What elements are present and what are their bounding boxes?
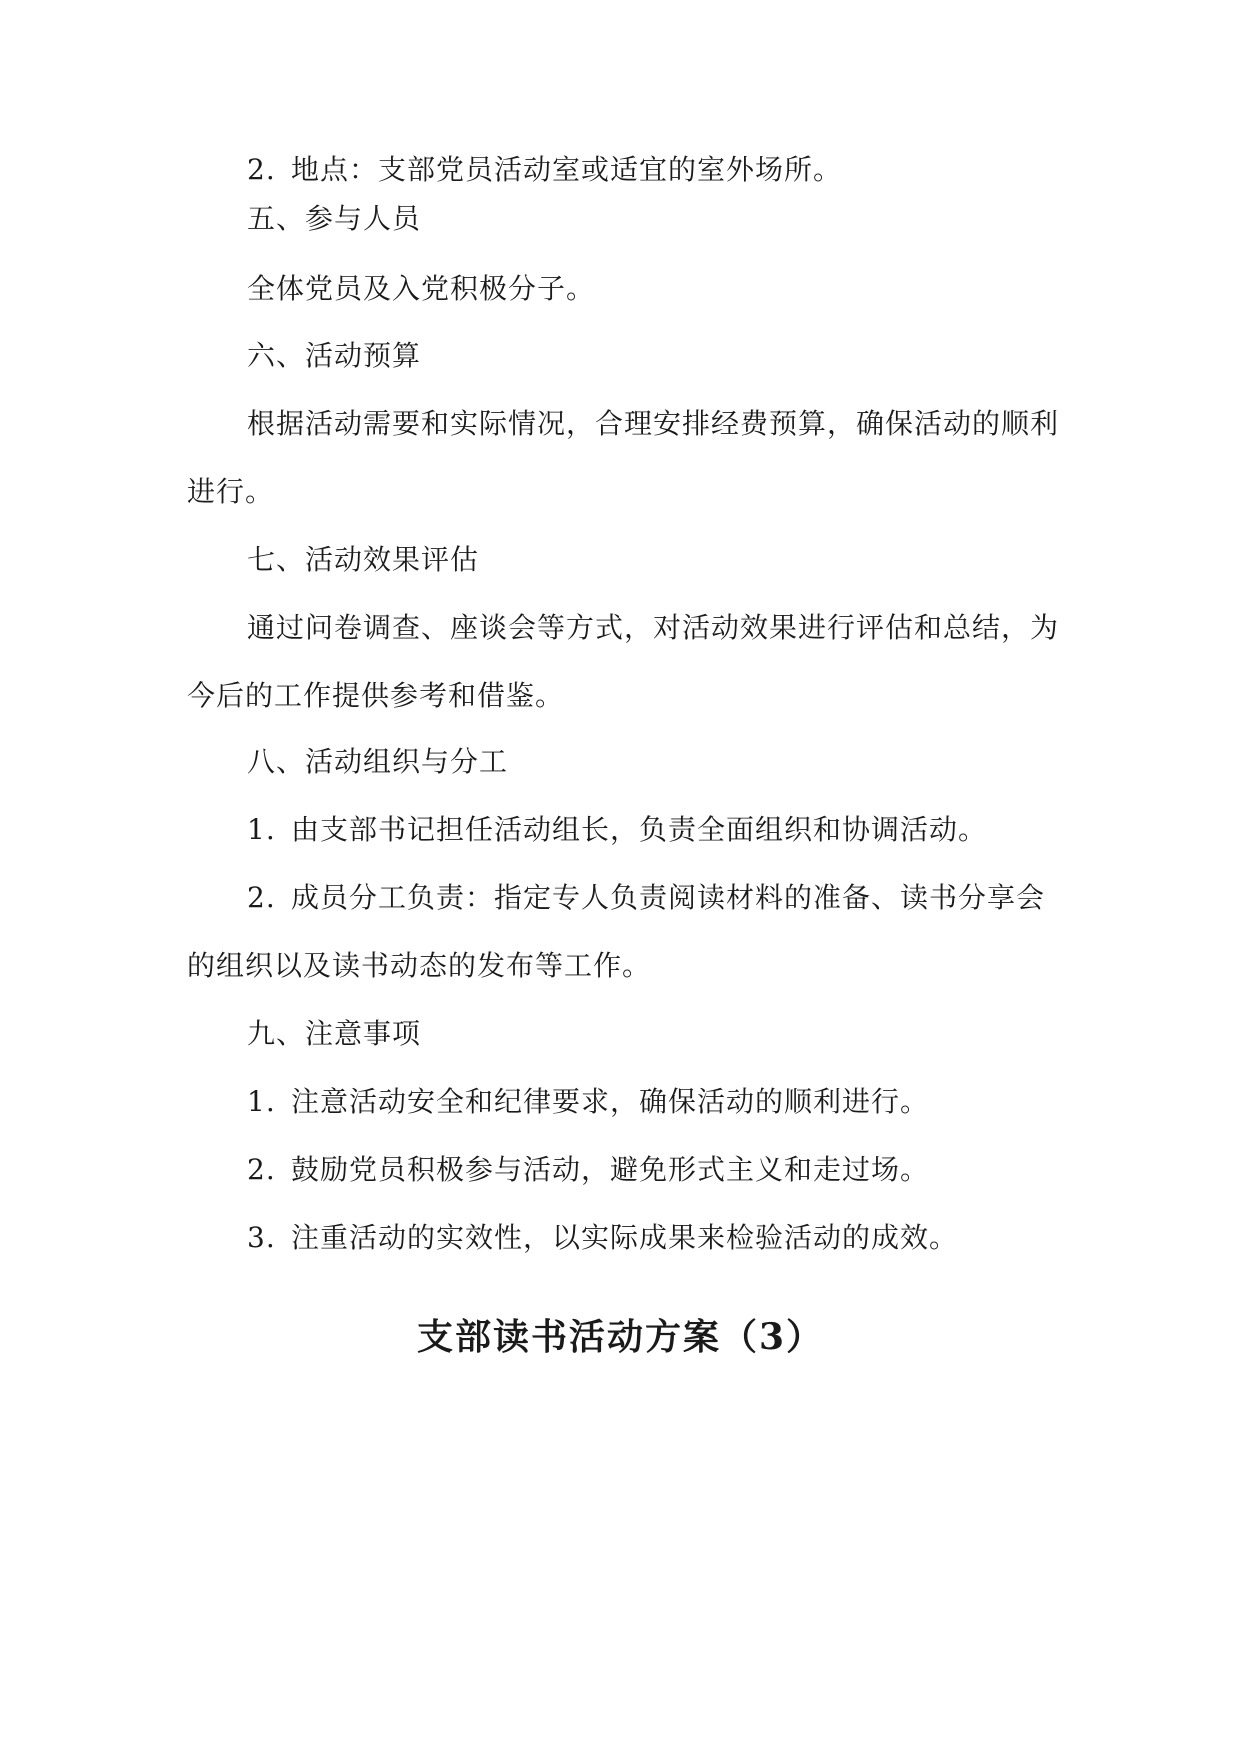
list-item-notes-2 <box>247 1150 929 1190</box>
paragraph-participants: 全体党员及入党积极分子。 <box>247 272 596 305</box>
list-number: 3. <box>247 1221 276 1254</box>
list-text: 由支部书记担任活动组长，负责全面组织和协调活动。 <box>291 813 988 846</box>
paragraph-evaluation-line2: 今后的工作提供参考和借鉴。 <box>187 679 565 712</box>
section-heading-participants: 五、参与人员 <box>247 202 422 235</box>
list-item-location <box>247 150 842 190</box>
section-heading-notes: 九、注意事项 <box>247 1017 422 1050</box>
list-number: 2. <box>247 1153 276 1186</box>
section-heading-evaluation: 七、活动效果评估 <box>247 543 480 576</box>
paragraph-budget-line1: 根据活动需要和实际情况，合理安排经费预算，确保活动的顺利 <box>247 407 1060 440</box>
list-item-organization-2-continued: 的组织以及读书动态的发布等工作。 <box>187 949 652 982</box>
list-number: 2. <box>247 881 276 914</box>
document-title: 支部读书活动方案（3） <box>416 1316 825 1358</box>
section-heading-organization: 八、活动组织与分工 <box>247 745 509 778</box>
list-text: 成员分工负责：指定专人负责阅读材料的准备、读书分享会 <box>291 881 1046 914</box>
paragraph-evaluation-line1: 通过问卷调查、座谈会等方式，对活动效果进行评估和总结，为 <box>247 611 1060 644</box>
list-item-notes-3 <box>247 1218 958 1258</box>
paragraph-budget-line2: 进行。 <box>187 475 275 508</box>
list-number: 2. <box>247 153 276 186</box>
list-text: 地点：支部党员活动室或适宜的室外场所。 <box>291 153 843 186</box>
list-item-organization-2 <box>247 878 1045 918</box>
list-item-organization-1 <box>247 810 987 850</box>
section-heading-budget: 六、活动预算 <box>247 339 422 372</box>
list-text: 注重活动的实效性，以实际成果来检验活动的成效。 <box>291 1221 959 1254</box>
list-number: 1. <box>247 1085 276 1118</box>
list-text: 鼓励党员积极参与活动，避免形式主义和走过场。 <box>291 1153 930 1186</box>
list-text: 注意活动安全和纪律要求，确保活动的顺利进行。 <box>291 1085 930 1118</box>
list-item-notes-1 <box>247 1082 929 1122</box>
list-number: 1. <box>247 813 276 846</box>
